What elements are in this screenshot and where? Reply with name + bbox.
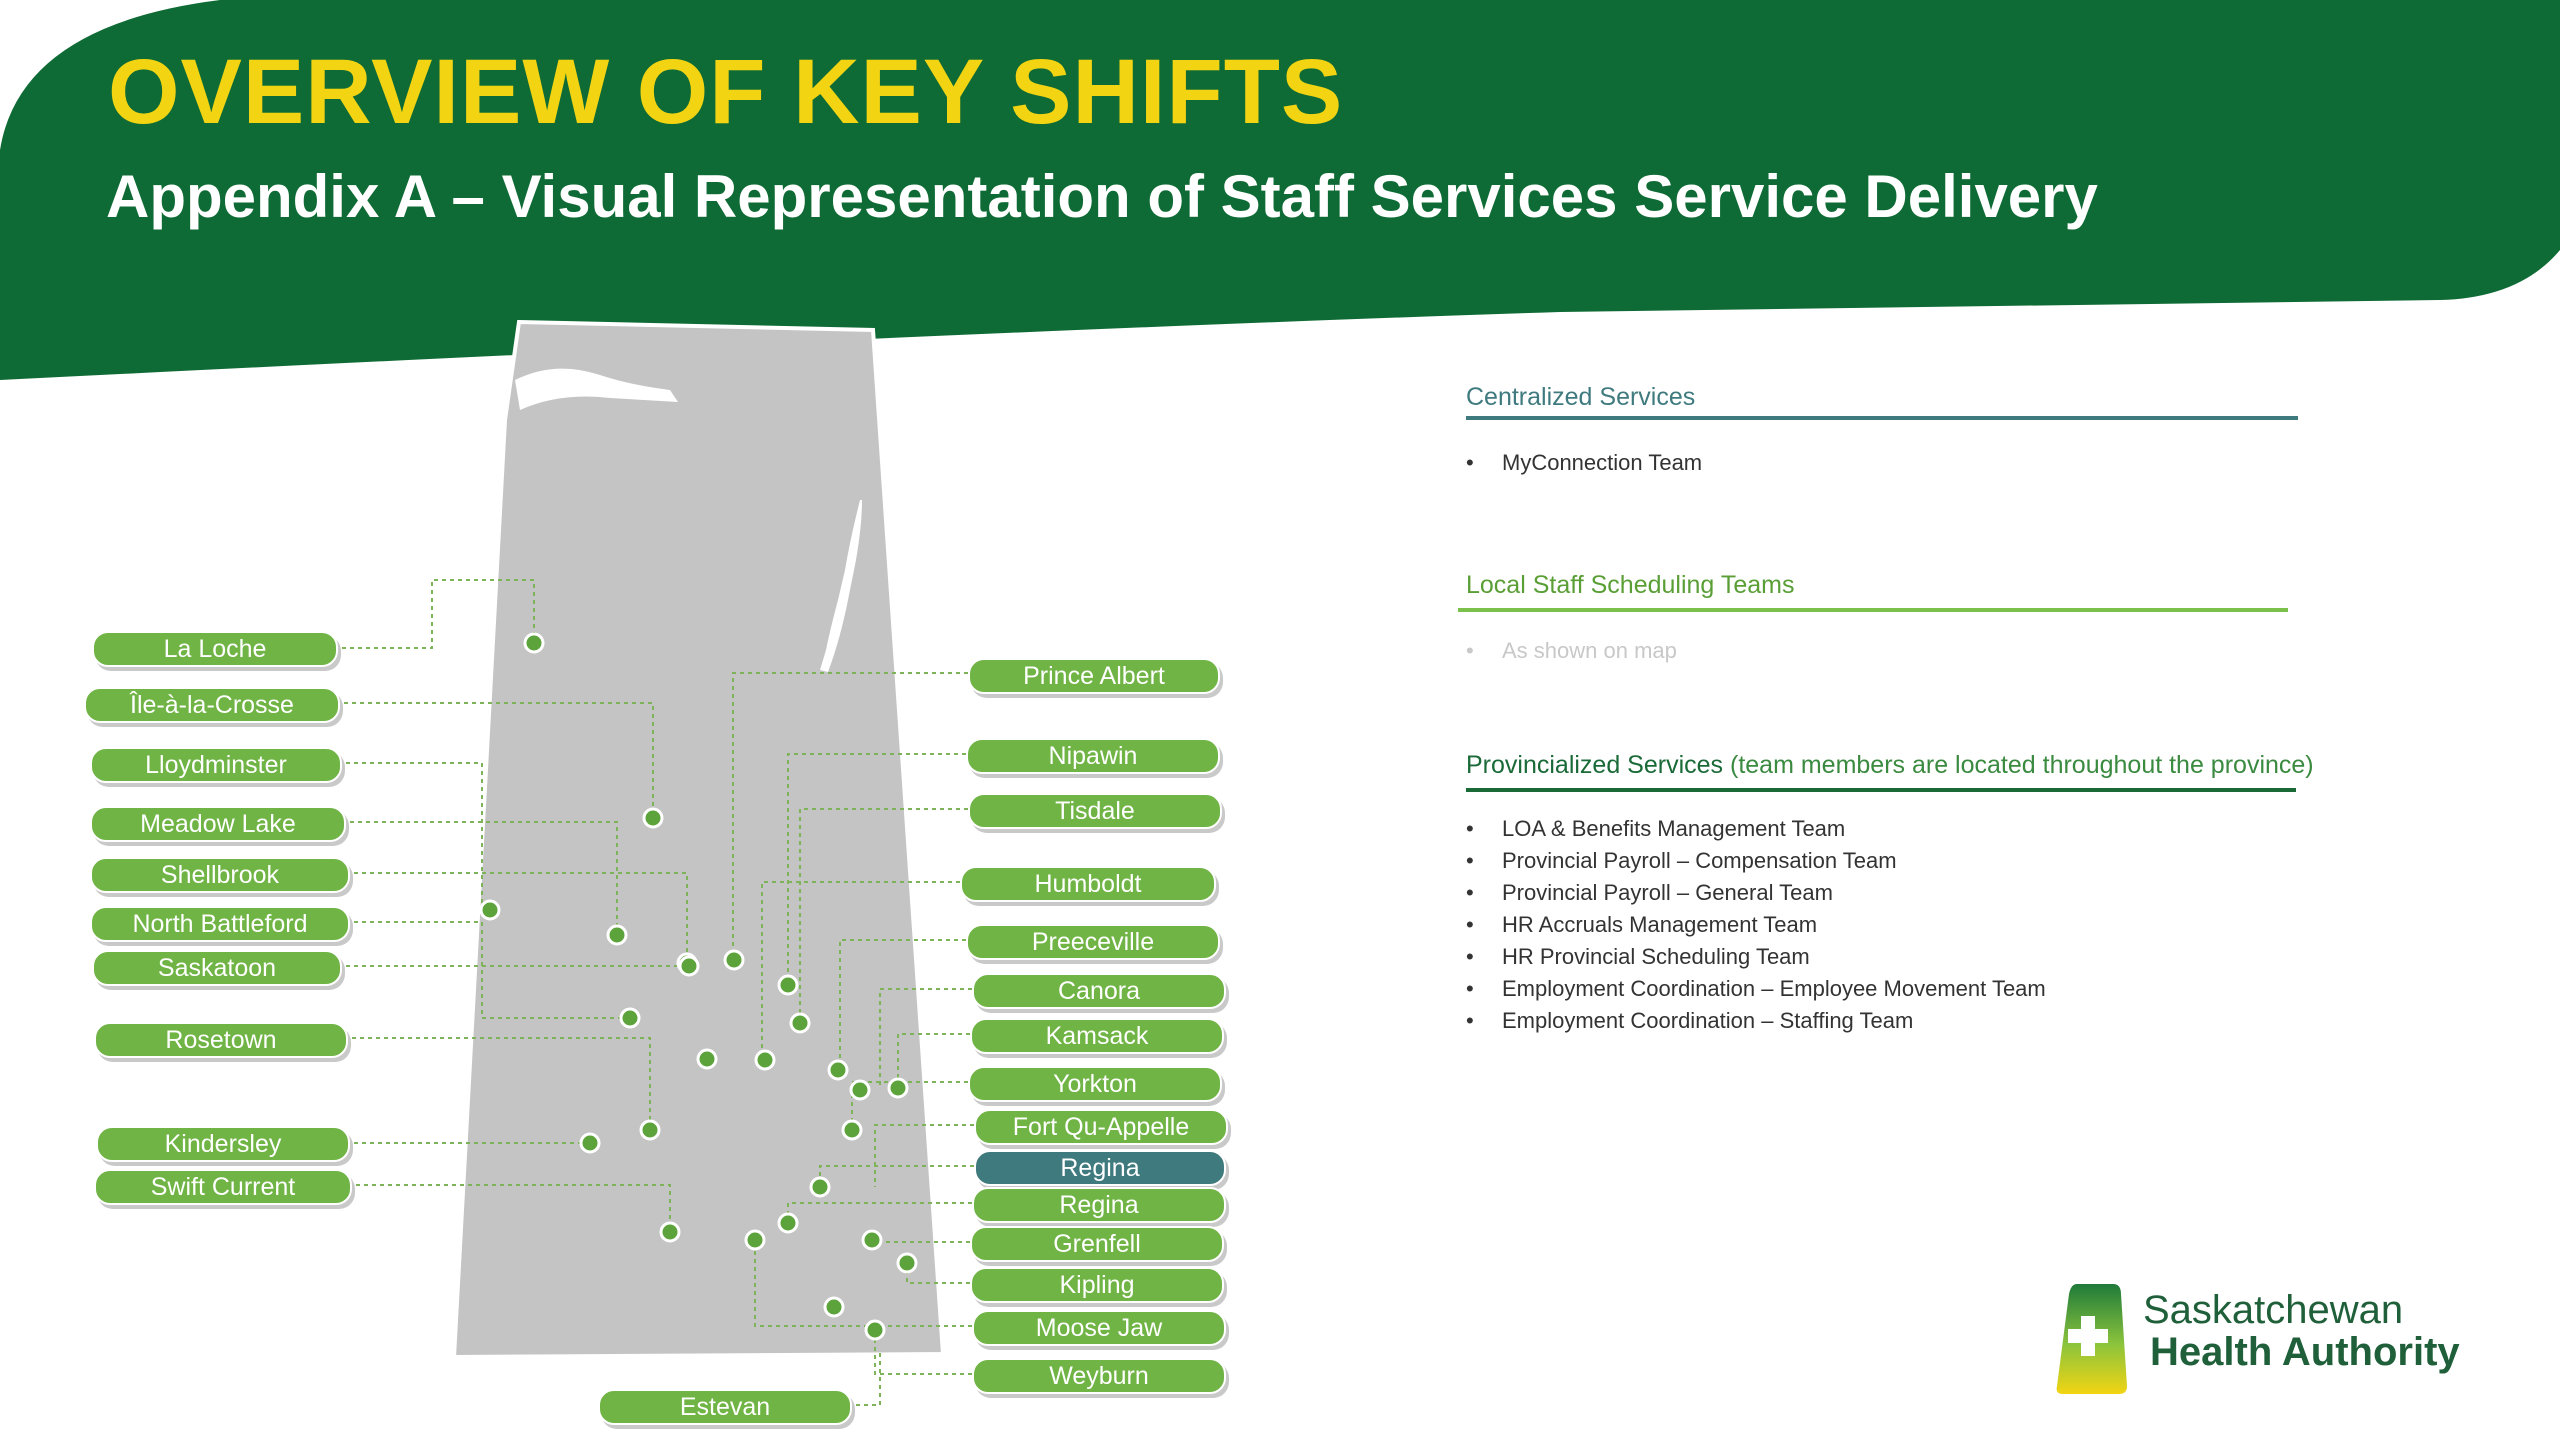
- map-label-prince-albert: Prince Albert: [968, 658, 1220, 694]
- logo-text-line1: Saskatchewan: [2143, 1288, 2404, 1332]
- map-label-swift-current: Swift Current: [94, 1169, 352, 1205]
- location-dot: [779, 976, 797, 994]
- location-dot: [698, 1050, 716, 1068]
- map-label-kindersley: Kindersley: [96, 1126, 350, 1162]
- provincialized-item: • Employment Coordination – Staffing Team: [1466, 1008, 1914, 1033]
- location-dot: [756, 1051, 774, 1069]
- map-label-regina-centralized: Regina: [974, 1150, 1226, 1186]
- location-dot: [825, 1298, 843, 1316]
- map-label-kipling: Kipling: [970, 1267, 1224, 1303]
- map-label-tisdale: Tisdale: [968, 793, 1222, 829]
- location-dot: [843, 1121, 861, 1139]
- map-label-regina-local: Regina: [972, 1187, 1226, 1223]
- location-dot: [811, 1178, 829, 1196]
- location-dot: [889, 1079, 907, 1097]
- location-dot: [863, 1231, 881, 1249]
- centralized-heading: Centralized Services: [1466, 383, 1696, 411]
- map-label-shellbrook: Shellbrook: [90, 857, 350, 893]
- provincialized-item: • Provincial Payroll – Compensation Team: [1466, 848, 1897, 873]
- map-label-humboldt: Humboldt: [960, 866, 1216, 902]
- map-label-lloydminster: Lloydminster: [90, 747, 342, 783]
- map-label-kamsack: Kamsack: [970, 1018, 1224, 1054]
- location-dot: [791, 1014, 809, 1032]
- sha-logo-icon: [2055, 1282, 2135, 1396]
- location-dot: [898, 1254, 916, 1272]
- location-dot: [644, 809, 662, 827]
- map-label-ile-a-la-crosse: Île-à-la-Crosse: [84, 687, 340, 723]
- provincialized-item: • HR Provincial Scheduling Team: [1466, 944, 1810, 969]
- map-label-preeceville: Preeceville: [966, 924, 1220, 960]
- location-dot: [621, 1009, 639, 1027]
- location-dot: [581, 1134, 599, 1152]
- location-dot: [641, 1121, 659, 1139]
- map-label-north-battleford: North Battleford: [90, 906, 350, 942]
- centralized-underline: [1466, 416, 2298, 420]
- provincialized-item: • LOA & Benefits Management Team: [1466, 816, 1846, 841]
- connector-line: [338, 763, 490, 910]
- map-label-weyburn: Weyburn: [972, 1358, 1226, 1394]
- location-dot: [725, 951, 743, 969]
- provincialized-item: • Employment Coordination – Employee Movement Team: [1466, 976, 2046, 1001]
- location-dot: [829, 1061, 847, 1079]
- centralized-item: • MyConnection Team: [1466, 450, 1703, 475]
- map-label-rosetown: Rosetown: [94, 1022, 348, 1058]
- page-title: OVERVIEW OF KEY SHIFTS: [108, 41, 1344, 143]
- location-dot: [680, 957, 698, 975]
- map-label-moose-jaw: Moose Jaw: [972, 1310, 1226, 1346]
- map-label-la-loche: La Loche: [92, 631, 338, 667]
- map-label-grenfell: Grenfell: [970, 1226, 1224, 1262]
- provincialized-heading-note: (team members are located throughout the province): [1730, 751, 2314, 779]
- location-dot: [481, 901, 499, 919]
- saskatchewan-map: [454, 322, 943, 1357]
- map-label-fort-qu-appelle: Fort Qu-Appelle: [974, 1109, 1228, 1145]
- local-heading: Local Staff Scheduling Teams: [1466, 571, 1795, 599]
- location-dot: [746, 1231, 764, 1249]
- location-dot: [608, 926, 626, 944]
- map-label-nipawin: Nipawin: [966, 738, 1220, 774]
- local-underline: [1458, 608, 2288, 612]
- map-label-saskatoon: Saskatoon: [92, 950, 342, 986]
- provincialized-item: • Provincial Payroll – General Team: [1466, 880, 1833, 905]
- local-item: • As shown on map: [1466, 638, 1677, 663]
- map-label-estevan: Estevan: [598, 1389, 852, 1425]
- location-dot: [851, 1081, 869, 1099]
- page-subtitle: Appendix A – Visual Representation of Staff Services Service Delivery: [106, 163, 2098, 230]
- map-label-canora: Canora: [972, 973, 1226, 1009]
- provincialized-heading-label: Provincialized Services: [1466, 751, 1724, 779]
- provincialized-heading: [1466, 751, 2314, 780]
- location-dot: [866, 1321, 884, 1339]
- location-dot: [779, 1214, 797, 1232]
- map-label-meadow-lake: Meadow Lake: [90, 806, 346, 842]
- map-label-yorkton: Yorkton: [968, 1066, 1222, 1102]
- provincialized-underline: [1466, 788, 2296, 792]
- provincialized-item: • HR Accruals Management Team: [1466, 912, 1818, 937]
- logo-text-line2: Health Authority: [2150, 1330, 2460, 1374]
- location-dot: [661, 1223, 679, 1241]
- location-dot: [525, 634, 543, 652]
